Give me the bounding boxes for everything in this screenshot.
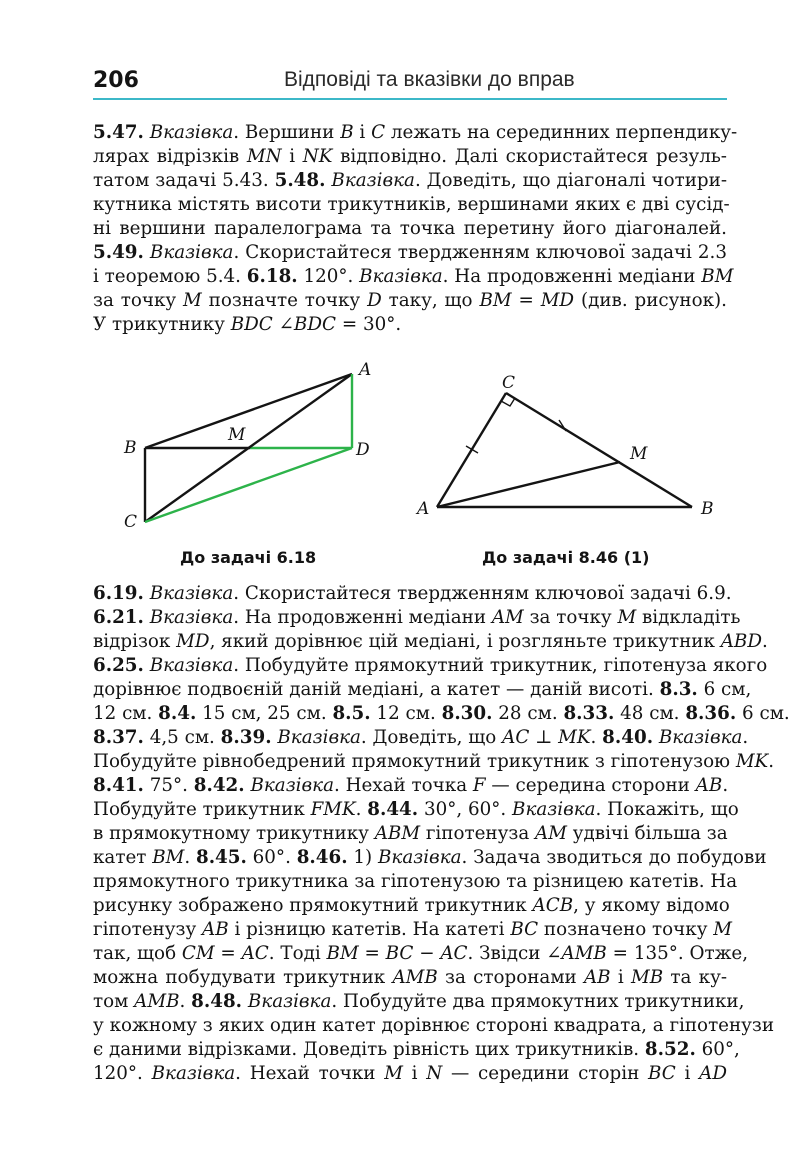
- text-line: 8.41. 75°. 8.42. Вказівка. Нехай точка F — середина сторони AB.: [93, 775, 729, 796]
- segment-am: [437, 462, 620, 507]
- text-line: 12 см. 8.4. 15 см, 25 см. 8.5. 12 см. 8.30. 28 см. 8.33. 48 см. 8.36. 6 см.: [93, 703, 790, 724]
- figure-6-18: [110, 355, 390, 535]
- text-line: 5.47. Вказівка. Вершини B і C лежать на серединних перпендику-: [93, 122, 738, 143]
- text-line: так, щоб CM = AC. Тоді BM = BC − AC. Звідси ∠AMB = 135°. Отже,: [93, 943, 749, 964]
- text-line: 120°. Вказівка. Нехай точки M і N — середини сторін BC і AD: [93, 1063, 728, 1084]
- text-line: дорівнює подвоєній даній медіані, а катет — даній висоті. 8.3. 6 см,: [93, 679, 752, 700]
- label-m: M: [630, 444, 648, 464]
- text-line: том AMB. 8.48. Вказівка. Побудуйте два прямокутних трикутники,: [93, 991, 745, 1012]
- text-line: гіпотенузу AB і різницю катетів. На катеті BC позначено точку M: [93, 919, 732, 940]
- segment-ba: [145, 374, 352, 448]
- text-line: 5.49. Вказівка. Скористайтеся твердженням ключової задачі 2.3: [93, 242, 727, 263]
- text-line: ні вершини паралелограма та точка перетину його діагоналей.: [93, 218, 727, 239]
- text-line: У трикутнику BDC ∠BDC = 30°.: [93, 314, 402, 335]
- page-number: 206: [93, 68, 139, 93]
- label-a: A: [417, 499, 430, 519]
- text-line: татом задачі 5.43. 5.48. Вказівка. Доведіть, що діагоналі чотири-: [93, 170, 728, 191]
- text-line: лярах відрізків MN і NK відповідно. Далі скористайтеся резуль-: [93, 146, 727, 167]
- text-line: можна побудувати трикутник AMB за сторонами AB і MB та ку-: [93, 967, 728, 988]
- label-b: B: [701, 499, 714, 519]
- text-line: є даними відрізками. Доведіть рівність цих трикутників. 8.52. 60°,: [93, 1039, 740, 1060]
- figure-caption-8-46: До задачі 8.46 (1): [482, 548, 650, 567]
- label-c: C: [124, 512, 138, 532]
- text-line: кутника містять висоти трикутників, вершинами яких є дві сусід-: [93, 194, 730, 215]
- text-line: 6.25. Вказівка. Побудуйте прямокутний трикутник, гіпотенуза якого: [93, 655, 768, 676]
- text-line: 8.37. 4,5 см. 8.39. Вказівка. Доведіть, що AC ⊥ MK. 8.40. Вказівка.: [93, 727, 749, 748]
- text-line: відрізок MD, який дорівнює цій медіані, і розгляньте трикутник ABD.: [93, 631, 768, 652]
- header-rule: [93, 98, 727, 100]
- figure-8-46: [410, 370, 730, 520]
- text-line: Побудуйте трикутник FMK. 8.44. 30°, 60°. Вказівка. Покажіть, що: [93, 799, 739, 820]
- text-line: рисунку зображено прямокутний трикутник ACB, у якому відомо: [93, 895, 730, 916]
- text-line: у кожному з яких один катет дорівнює стороні квадрата, а гіпотенузи: [93, 1015, 775, 1036]
- text-line: 6.19. Вказівка. Скористайтеся твердженням ключової задачі 6.9.: [93, 583, 732, 604]
- label-c: C: [502, 373, 516, 393]
- label-d: D: [356, 440, 370, 460]
- text-line: 6.21. Вказівка. На продовженні медіани AM за точку M відкладіть: [93, 607, 741, 628]
- segment-cb: [506, 393, 692, 507]
- text-line: за точку M позначте точку D таку, що BM = MD (див. рисунок).: [93, 290, 727, 311]
- text-line: і теоремою 5.4. 6.18. 120°. Вказівка. На продовженні медіани BM: [93, 266, 734, 287]
- text-line: катет BM. 8.45. 60°. 8.46. 1) Вказівка. Задача зводиться до побудови: [93, 847, 767, 868]
- label-m: M: [228, 425, 246, 445]
- text-line: прямокутного трикутника за гіпотенузою та різницею катетів. На: [93, 871, 738, 892]
- running-title: Відповіді та вказівки до вправ: [284, 68, 575, 91]
- segment-cd: [145, 448, 352, 522]
- text-line: Побудуйте рівнобедрений прямокутний трикутник з гіпотенузою MK.: [93, 751, 775, 772]
- label-b: B: [124, 438, 137, 458]
- label-a: A: [359, 360, 372, 380]
- text-line: в прямокутному трикутнику ABM гіпотенуза AM удвічі більша за: [93, 823, 728, 844]
- figure-caption-6-18: До задачі 6.18: [180, 548, 317, 567]
